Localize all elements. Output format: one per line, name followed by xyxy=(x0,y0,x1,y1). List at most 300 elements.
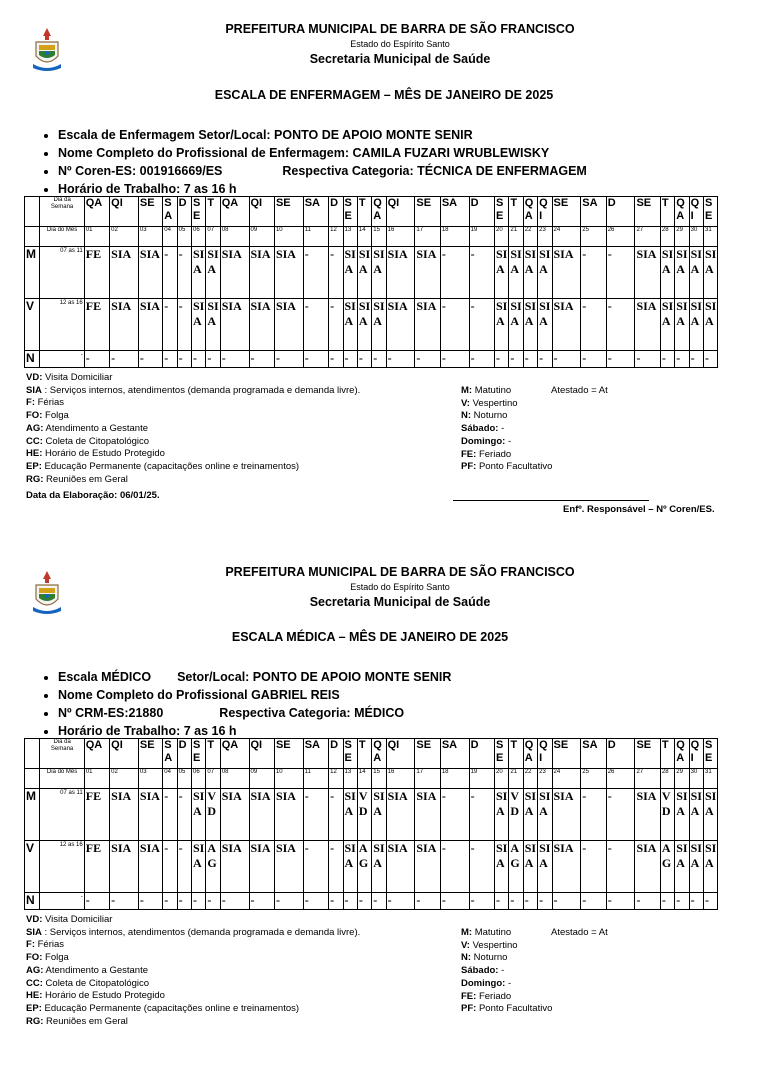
day-number-cell: 13 xyxy=(343,769,357,789)
schedule-cell: SIA xyxy=(552,789,581,841)
weekday-cell: SA xyxy=(163,739,177,769)
legend-colon: : xyxy=(39,990,43,1002)
legend-item xyxy=(26,436,360,449)
day-number-cell: 04 xyxy=(163,227,177,247)
legend-colon: : xyxy=(39,435,43,447)
schedule-cell: - xyxy=(509,893,523,910)
dia-semana-label: Dia da Semana xyxy=(40,739,84,769)
day-number-cell: 11 xyxy=(303,769,328,789)
legend-code: CC xyxy=(26,435,40,447)
day-number-cell: 30 xyxy=(689,769,703,789)
legend-text: : Serviços internos, atendimentos (demanda programada e demanda livre). xyxy=(41,384,361,396)
weekday-cell: QA xyxy=(220,197,249,227)
day-number-cell: 05 xyxy=(177,227,191,247)
weekday-cell: SE xyxy=(635,197,660,227)
schedule-cell: - xyxy=(606,893,635,910)
weekday-cell: SE xyxy=(415,739,440,769)
day-number-cell: 21 xyxy=(509,227,523,247)
schedule-cell: SIA xyxy=(675,247,689,299)
day-number-cell: 29 xyxy=(675,769,689,789)
legend-code: Domingo: xyxy=(461,435,506,447)
legend-item xyxy=(26,397,360,410)
day-number-cell: 31 xyxy=(704,227,718,247)
legend-item xyxy=(26,372,360,385)
schedule-cell: SIA xyxy=(415,299,440,351)
schedule-cell: SIA xyxy=(343,789,357,841)
schedule-title: ESCALA MÉDICA – MÊS DE JANEIRO DE 2025 xyxy=(231,630,509,644)
shift-time-v: 12 as 16 xyxy=(40,299,84,351)
weekday-cell: SE xyxy=(138,739,162,769)
day-number-cell: 11 xyxy=(303,227,328,247)
schedule-cell: SIA xyxy=(138,789,162,841)
legend-code: EP xyxy=(26,1002,39,1014)
schedule-cell: SIA xyxy=(220,789,249,841)
legend-text: Férias xyxy=(34,939,65,951)
legend-item xyxy=(461,1003,552,1016)
signature-line xyxy=(453,500,649,501)
legend-code: VD xyxy=(26,372,40,383)
legend-item xyxy=(26,1003,360,1016)
legend-text: Reuniões em Geral xyxy=(43,473,128,485)
day-number-cell: 30 xyxy=(689,227,703,247)
weekday-cell: QI xyxy=(249,197,274,227)
estado-subtitle: Estado do Espírito Santo xyxy=(350,39,450,49)
legend-text: Horário de Estudo Protegido xyxy=(42,448,165,460)
schedule-cell: - xyxy=(329,299,343,351)
legend-colon: : xyxy=(39,977,43,989)
weekday-cell: D xyxy=(469,739,494,769)
shift-row-v xyxy=(25,299,733,351)
shift-row-v xyxy=(25,841,733,893)
schedule-cell: - xyxy=(415,893,440,910)
weekday-cell: SE xyxy=(192,739,206,769)
day-number-cell: 06 xyxy=(192,227,206,247)
info-nome: • Nome Completo do Profissional de Enfermagem: CAMILA FUZARI WRUBLEWISKY xyxy=(58,144,587,162)
schedule-cell: SIA xyxy=(192,789,206,841)
schedule-cell: - xyxy=(163,351,177,368)
schedule-cell: - xyxy=(440,247,469,299)
schedule-cell: - xyxy=(386,893,415,910)
legend-colon: : xyxy=(31,397,35,409)
schedule-cell: SIA xyxy=(110,299,139,351)
shift-row-n xyxy=(25,351,733,368)
legend-text: Coleta de Citopatológico xyxy=(42,977,150,989)
day-number-cell: 12 xyxy=(329,227,343,247)
schedule-cell: SIA xyxy=(343,299,357,351)
day-number-cell: 05 xyxy=(177,769,191,789)
schedule-cell: SIA xyxy=(675,789,689,841)
day-number-cell: 15 xyxy=(372,769,386,789)
schedule-cell: - xyxy=(440,789,469,841)
weekday-cell: SA xyxy=(303,739,328,769)
day-number-cell: 25 xyxy=(581,227,606,247)
legend-item xyxy=(26,939,360,952)
schedule-cell: SIA xyxy=(343,841,357,893)
legend-item xyxy=(26,423,360,436)
legend-code: F xyxy=(26,397,32,409)
weekday-cell: QA xyxy=(675,197,689,227)
schedule-cell: SIA xyxy=(523,247,537,299)
schedule-cell: - xyxy=(372,351,386,368)
day-number-cell: 01 xyxy=(84,769,109,789)
schedule-cell: - xyxy=(552,893,581,910)
schedule-cell: - xyxy=(469,893,494,910)
legend-text: Feriado xyxy=(476,448,512,460)
schedule-cell: - xyxy=(303,893,328,910)
weekday-cell: T xyxy=(660,197,674,227)
day-number-cell: 24 xyxy=(552,227,581,247)
schedule-cell: - xyxy=(581,299,606,351)
day-number-cell: 09 xyxy=(249,227,274,247)
schedule-cell: SIA xyxy=(689,299,703,351)
schedule-cell: SIA xyxy=(689,841,703,893)
legend-code: M: xyxy=(461,927,473,938)
legend-text: Folga xyxy=(42,410,69,422)
info-setor: • Escala de Enfermagem Setor/Local: PONTO DE APOIO MONTE SENIR xyxy=(58,126,587,144)
schedule-cell: - xyxy=(177,789,191,841)
day-number-cell: 27 xyxy=(635,227,660,247)
day-number-cell: 22 xyxy=(523,227,537,247)
legend-code: M: xyxy=(461,385,473,396)
shift-time-v: 12 as 16 xyxy=(40,841,84,893)
schedule-cell: SIA xyxy=(704,789,718,841)
schedule-cell: - xyxy=(84,893,109,910)
schedule-cell: - xyxy=(386,351,415,368)
day-number-cell: 16 xyxy=(386,769,415,789)
schedule-cell: - xyxy=(660,893,674,910)
info-escala xyxy=(58,668,451,686)
weekday-cell: T xyxy=(660,739,674,769)
schedule-cell: - xyxy=(206,893,220,910)
weekday-cell: SA xyxy=(303,197,328,227)
schedule-cell: SIA xyxy=(192,841,206,893)
weekday-cell: QI xyxy=(110,739,139,769)
schedule-cell: - xyxy=(163,841,177,893)
day-number-cell: 03 xyxy=(138,769,162,789)
day-number-cell: 02 xyxy=(110,769,139,789)
legend-code: V: xyxy=(461,397,470,409)
schedule-cell: - xyxy=(329,351,343,368)
legend-colon: : xyxy=(38,1002,42,1014)
schedule-cell: SIA xyxy=(274,789,303,841)
schedule-cell: - xyxy=(303,247,328,299)
schedule-cell: SIA xyxy=(415,841,440,893)
schedule-cell: SIA xyxy=(192,247,206,299)
schedule-cell: - xyxy=(704,893,718,910)
schedule-cell: - xyxy=(469,841,494,893)
day-number-cell: 17 xyxy=(415,769,440,789)
schedule-cell: - xyxy=(469,789,494,841)
schedule-cell: - xyxy=(635,351,660,368)
day-number-cell: 16 xyxy=(386,227,415,247)
day-number-cell: 23 xyxy=(538,227,552,247)
legend-code: AG xyxy=(26,422,41,434)
legend-right xyxy=(461,927,552,1016)
schedule-cell: SIA xyxy=(343,247,357,299)
weekday-cell: D xyxy=(329,739,343,769)
legend-colon: : xyxy=(40,964,44,976)
schedule-cell: SIA xyxy=(689,789,703,841)
weekday-cell: SA xyxy=(440,739,469,769)
legend-code: EP xyxy=(26,460,39,472)
schedule-cell: - xyxy=(538,351,552,368)
schedule-sheet-enfermagem xyxy=(0,0,768,540)
day-number-cell: 01 xyxy=(84,227,109,247)
legend-colon: : xyxy=(39,372,43,383)
legend-item xyxy=(461,449,552,462)
day-number-cell: 17 xyxy=(415,227,440,247)
day-number-cell: 14 xyxy=(357,227,371,247)
schedule-cell: - xyxy=(220,351,249,368)
legend-colon: : xyxy=(39,448,43,460)
schedule-cell: - xyxy=(635,893,660,910)
schedule-cell: SIA xyxy=(274,299,303,351)
schedule-cell: VD xyxy=(509,789,523,841)
legend-code: Sábado: xyxy=(461,965,499,977)
weekday-cell: SE xyxy=(495,739,509,769)
schedule-cell: SIA xyxy=(415,789,440,841)
day-number-cell: 07 xyxy=(206,769,220,789)
schedule-cell: - xyxy=(469,351,494,368)
weekday-cell: QI xyxy=(689,197,703,227)
legend-item xyxy=(461,965,552,978)
legend-colon: : xyxy=(38,460,42,472)
day-number-cell: 29 xyxy=(675,227,689,247)
legend-item xyxy=(461,410,552,423)
shift-label-n: N xyxy=(25,893,40,910)
schedule-cell: SIA xyxy=(552,841,581,893)
schedule-cell: - xyxy=(177,351,191,368)
corner-cell xyxy=(25,769,40,789)
schedule-cell: - xyxy=(372,893,386,910)
legend-item xyxy=(26,965,360,978)
day-number-cell: 19 xyxy=(469,769,494,789)
weekday-cell: SE xyxy=(192,197,206,227)
legend-text: Matutino xyxy=(472,385,512,396)
weekday-cell: SA xyxy=(581,739,606,769)
dia-mes-label: Dia do Mês xyxy=(40,227,84,247)
schedule-cell: SIA xyxy=(138,841,162,893)
legend-text: Atendimento a Gestante xyxy=(43,964,148,976)
schedule-cell: - xyxy=(440,351,469,368)
schedule-cell: AG xyxy=(509,841,523,893)
weekday-cell: T xyxy=(206,197,220,227)
weekday-cell: D xyxy=(606,739,635,769)
prefeitura-title: PREFEITURA MUNICIPAL DE BARRA DE SÃO FRANCISCO xyxy=(225,565,575,579)
legend-left xyxy=(26,372,360,486)
legend-item xyxy=(461,436,552,449)
weekday-cell: QI xyxy=(110,197,139,227)
legend-text: Visita Domiciliar xyxy=(42,914,113,925)
schedule-table xyxy=(24,738,733,910)
schedule-cell: SIA xyxy=(495,247,509,299)
schedule-cell: - xyxy=(303,299,328,351)
shift-label-m: M xyxy=(25,789,40,841)
secretaria-title: Secretaria Municipal de Saúde xyxy=(309,595,491,609)
schedule-cell: SIA xyxy=(495,299,509,351)
schedule-cell: SIA xyxy=(704,247,718,299)
legend-code: FE: xyxy=(461,448,477,460)
schedule-cell: - xyxy=(689,351,703,368)
schedule-cell: - xyxy=(220,893,249,910)
legend-code: RG xyxy=(26,473,41,485)
schedule-cell: - xyxy=(303,841,328,893)
legend-atestado: Atestado = At xyxy=(551,385,608,396)
schedule-cell: - xyxy=(138,893,162,910)
legend-code: V: xyxy=(461,939,470,951)
legend-text: Férias xyxy=(34,397,65,409)
legend-item xyxy=(461,927,552,940)
schedule-cell: - xyxy=(469,247,494,299)
day-number-cell: 08 xyxy=(220,227,249,247)
weekday-cell: QA xyxy=(523,197,537,227)
legend-text: Ponto Facultativo xyxy=(476,1003,553,1015)
weekday-cell: QA xyxy=(84,739,109,769)
day-number-cell: 08 xyxy=(220,769,249,789)
legend-code: N: xyxy=(461,410,472,422)
schedule-cell: - xyxy=(538,893,552,910)
day-number-cell: 12 xyxy=(329,769,343,789)
schedule-cell: SIA xyxy=(495,789,509,841)
legend-text: Feriado xyxy=(476,990,512,1002)
schedule-cell: SIA xyxy=(192,299,206,351)
schedule-cell: - xyxy=(343,893,357,910)
day-number-cell: 10 xyxy=(274,769,303,789)
schedule-cell: SIA xyxy=(704,841,718,893)
legend-colon: : xyxy=(39,952,43,964)
info-categoria: Respectiva Categoria: TÉCNICA DE ENFERMAGEM xyxy=(282,164,587,178)
day-number-cell: 22 xyxy=(523,769,537,789)
data-elaboracao: Data da Elaboração: 06/01/25. xyxy=(26,490,160,501)
schedule-cell: - xyxy=(249,351,274,368)
schedule-cell: - xyxy=(177,841,191,893)
legend-item xyxy=(26,952,360,965)
schedule-cell: SIA xyxy=(523,299,537,351)
schedule-cell: SIA xyxy=(249,789,274,841)
schedule-cell: - xyxy=(303,789,328,841)
legend-text: - xyxy=(505,977,512,989)
legend-code: Sábado: xyxy=(461,423,499,435)
legend-code: SIA xyxy=(26,926,42,938)
legend-item xyxy=(461,940,552,953)
weekday-cell: SE xyxy=(274,739,303,769)
legend-code: F xyxy=(26,939,32,951)
day-number-cell: 13 xyxy=(343,227,357,247)
schedule-cell: - xyxy=(675,351,689,368)
day-number-cell: 28 xyxy=(660,227,674,247)
schedule-cell: - xyxy=(689,893,703,910)
schedule-cell: - xyxy=(249,893,274,910)
schedule-cell: SIA xyxy=(386,789,415,841)
schedule-cell: AG xyxy=(660,841,674,893)
estado-subtitle: Estado do Espírito Santo xyxy=(350,582,450,592)
schedule-cell: - xyxy=(192,351,206,368)
weekday-cell: D xyxy=(329,197,343,227)
day-number-cell: 25 xyxy=(581,769,606,789)
schedule-cell: SIA xyxy=(675,841,689,893)
schedule-cell: AG xyxy=(206,841,220,893)
schedule-cell: SIA xyxy=(538,789,552,841)
schedule-cell: - xyxy=(581,351,606,368)
schedule-cell: SIA xyxy=(386,247,415,299)
dia-mes-label: Dia do Mês xyxy=(40,769,84,789)
schedule-cell: - xyxy=(606,789,635,841)
professional-info xyxy=(36,126,587,198)
schedule-cell: - xyxy=(110,893,139,910)
weekday-cell: D xyxy=(177,739,191,769)
legend-code: FO xyxy=(26,410,40,422)
schedule-cell: - xyxy=(581,893,606,910)
schedule-cell: - xyxy=(495,351,509,368)
schedule-cell: SIA xyxy=(372,789,386,841)
schedule-cell: SIA xyxy=(138,299,162,351)
legend-colon: : xyxy=(39,914,43,925)
schedule-cell: SIA xyxy=(249,247,274,299)
schedule-cell: - xyxy=(206,351,220,368)
weekday-cell: T xyxy=(357,739,371,769)
day-number-cell: 20 xyxy=(495,227,509,247)
schedule-cell: SIA xyxy=(660,247,674,299)
legend-colon: : xyxy=(40,1015,44,1027)
legend-item xyxy=(26,461,360,474)
schedule-cell: - xyxy=(581,841,606,893)
info-nome: • Nome Completo do Profissional GABRIEL REIS xyxy=(58,686,451,704)
schedule-cell: - xyxy=(523,351,537,368)
schedule-cell: - xyxy=(440,299,469,351)
weekday-cell: QA xyxy=(675,739,689,769)
schedule-cell: - xyxy=(495,893,509,910)
day-number-cell: 26 xyxy=(606,769,635,789)
weekday-cell: QA xyxy=(220,739,249,769)
schedule-cell: SIA xyxy=(206,247,220,299)
schedule-cell: SIA xyxy=(689,247,703,299)
weekday-cell: SE xyxy=(495,197,509,227)
schedule-cell: SIA xyxy=(372,841,386,893)
schedule-cell: FE xyxy=(84,299,109,351)
schedule-cell: - xyxy=(660,351,674,368)
weekday-cell: SE xyxy=(343,739,357,769)
info-registro xyxy=(58,162,587,180)
legend-text: Coleta de Citopatológico xyxy=(42,435,150,447)
legend-code: N: xyxy=(461,952,472,964)
day-number-cell: 23 xyxy=(538,769,552,789)
legend-item xyxy=(26,410,360,423)
shift-time-n: - xyxy=(40,351,84,368)
responsavel-label: Enfº. Responsável – Nº Coren/ES. xyxy=(563,504,715,515)
weekday-cell: T xyxy=(509,197,523,227)
legend-item xyxy=(461,952,552,965)
info-escala-tipo: Escala MÉDICO xyxy=(58,670,152,684)
schedule-cell: - xyxy=(606,351,635,368)
schedule-cell: SIA xyxy=(509,247,523,299)
legend-text: Vespertino xyxy=(469,397,518,409)
day-number-cell: 28 xyxy=(660,769,674,789)
weekday-cell: D xyxy=(469,197,494,227)
weekday-cell: SE xyxy=(704,739,718,769)
day-number-cell: 10 xyxy=(274,227,303,247)
schedule-cell: SIA xyxy=(552,299,581,351)
legend-text: Atendimento a Gestante xyxy=(43,422,148,434)
shift-label-v: V xyxy=(25,841,40,893)
weekday-cell: SA xyxy=(440,197,469,227)
legend-text: Matutino xyxy=(472,927,512,938)
weekday-cell: QA xyxy=(372,739,386,769)
weekday-cell: QI xyxy=(249,739,274,769)
schedule-cell: - xyxy=(357,351,371,368)
shift-row-m xyxy=(25,247,733,299)
info-setor: Setor/Local: PONTO DE APOIO MONTE SENIR xyxy=(177,670,452,684)
legend-colon: : xyxy=(39,410,43,422)
